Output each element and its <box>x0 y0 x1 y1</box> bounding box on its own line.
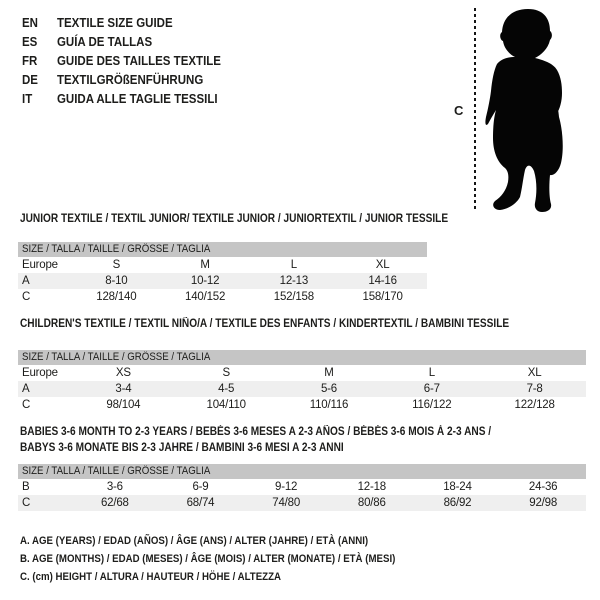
table-row <box>18 479 586 495</box>
size-value: 8-10 <box>72 273 161 289</box>
size-value: 92/98 <box>500 495 586 511</box>
height-measure-dotted-line <box>474 8 476 209</box>
language-row-es <box>22 32 221 51</box>
size-value: 68/74 <box>158 495 244 511</box>
row-label: C <box>22 291 31 303</box>
language-code: EN <box>22 15 38 30</box>
size-table-babies <box>18 479 586 511</box>
size-header-bar <box>18 350 586 365</box>
height-label: C <box>454 103 464 118</box>
size-table-junior <box>18 257 427 305</box>
size-value: 110/116 <box>309 399 349 411</box>
language-title: GUIDE DES TAILLES TEXTILE <box>56 53 221 68</box>
size-value: XS <box>115 367 131 379</box>
table-row <box>18 495 586 511</box>
language-row-de <box>22 70 221 89</box>
size-header-bar <box>18 464 586 479</box>
section-title-line2 <box>18 441 586 457</box>
size-value: M <box>200 259 210 271</box>
row-label: Europe <box>22 367 58 379</box>
size-value: 12-18 <box>357 481 386 493</box>
section-title-text: BABIES 3-6 MONTH TO 2-3 YEARS / BEBÉS 3-6 MESES A 2-3 AÑOS / BÉBÉS 3-6 MOIS À 2-3 ANS / <box>20 426 492 438</box>
size-value: M <box>324 367 334 379</box>
language-code: IT <box>22 91 33 106</box>
size-value: 62/68 <box>72 495 158 511</box>
language-code: DE <box>22 72 38 87</box>
footnote-legend <box>20 532 447 586</box>
size-value: 74/80 <box>243 495 329 511</box>
table-row <box>18 365 586 381</box>
section-title-text: BABYS 3-6 MONATE BIS 2-3 JAHRE / BAMBINI 3-6 MESI A 2-3 ANNI <box>20 442 344 454</box>
language-title: TEXTILE SIZE GUIDE <box>56 15 173 30</box>
size-value: 3-6 <box>106 481 123 493</box>
size-value: 14-16 <box>338 273 427 289</box>
size-value: 104/110 <box>206 399 246 411</box>
row-label: A <box>18 381 72 397</box>
toddler-figure <box>445 5 597 217</box>
table-row <box>18 273 427 289</box>
size-value: 18-24 <box>443 481 472 493</box>
size-value: S <box>222 367 230 379</box>
section-title <box>18 212 449 228</box>
row-label: Europe <box>22 259 58 271</box>
size-value: 6-9 <box>192 481 209 493</box>
language-code: FR <box>22 53 38 68</box>
size-value: 116/122 <box>412 399 452 411</box>
language-title: GUIDA ALLE TAGLIE TESSILI <box>56 91 218 106</box>
language-title: GUÍA DE TALLAS <box>56 34 153 49</box>
size-value: L <box>428 367 435 379</box>
size-value: 6-7 <box>380 381 483 397</box>
size-value: 86/92 <box>415 495 501 511</box>
section-title <box>18 317 586 333</box>
language-row-it <box>22 89 221 108</box>
footnote-b: B. AGE (MONTHS) / EDAD (MESES) / ÂGE (MOIS) / ALTER (MONATE) / ETÀ (MESI) <box>20 553 396 565</box>
row-label: B <box>22 481 30 493</box>
row-label: C <box>22 399 31 411</box>
section-title <box>18 425 586 441</box>
section-title-text: JUNIOR TEXTILE / TEXTIL JUNIOR/ TEXTILE JUNIOR / JUNIORTEXTIL / JUNIOR TESSILE <box>20 213 449 225</box>
size-value: 158/170 <box>362 291 403 303</box>
table-row <box>18 381 586 397</box>
size-header-text: SIZE / TALLA / TAILLE / GRÖSSE / TAGLIA <box>22 465 211 477</box>
size-value: S <box>112 259 121 271</box>
size-value: 122/128 <box>514 399 555 411</box>
row-label: A <box>18 273 72 289</box>
language-title: TEXTILGRÖßENFÜHRUNG <box>56 72 204 87</box>
size-header-text: SIZE / TALLA / TAILLE / GRÖSSE / TAGLIA <box>22 243 211 255</box>
size-value: 80/86 <box>329 495 415 511</box>
footnote-c: C. (cm) HEIGHT / ALTURA / HAUTEUR / HÖHE / ALTEZZA <box>20 571 282 583</box>
size-value: 12-13 <box>250 273 339 289</box>
size-table-children <box>18 365 586 413</box>
table-row <box>18 289 427 305</box>
language-row-en <box>22 13 221 32</box>
language-title-list <box>22 13 238 108</box>
row-label: C <box>18 495 72 511</box>
section-babies-textile <box>18 425 586 511</box>
size-header-text: SIZE / TALLA / TAILLE / GRÖSSE / TAGLIA <box>22 351 211 363</box>
size-value: 128/140 <box>96 291 137 303</box>
size-value: L <box>290 259 297 271</box>
language-code: ES <box>22 34 38 49</box>
size-value: 10-12 <box>161 273 250 289</box>
size-value: 152/158 <box>273 291 314 303</box>
table-row <box>18 257 427 273</box>
section-title-text: CHILDREN'S TEXTILE / TEXTIL NIÑO/A / TEXTILE DES ENFANTS / KINDERTEXTIL / BAMBINI TESSILE <box>20 318 510 330</box>
size-header-bar <box>18 242 427 257</box>
size-value: XL <box>375 259 390 271</box>
size-value: 7-8 <box>483 381 586 397</box>
footnote-a: A. AGE (YEARS) / EDAD (AÑOS) / ÂGE (ANS) / ALTER (JAHRE) / ETÀ (ANNI) <box>20 535 369 547</box>
size-value: 98/104 <box>106 399 141 411</box>
size-value: 3-4 <box>72 381 175 397</box>
size-value: 9-12 <box>275 481 298 493</box>
table-row <box>18 397 586 413</box>
size-value: 140/152 <box>185 291 226 303</box>
size-value: XL <box>527 367 542 379</box>
size-value: 24-36 <box>528 481 558 493</box>
size-value: 4-5 <box>175 381 278 397</box>
section-junior-textile <box>18 212 449 305</box>
language-row-fr <box>22 51 221 70</box>
size-value: 5-6 <box>278 381 381 397</box>
section-children-textile <box>18 317 586 413</box>
toddler-silhouette-icon <box>485 5 585 215</box>
